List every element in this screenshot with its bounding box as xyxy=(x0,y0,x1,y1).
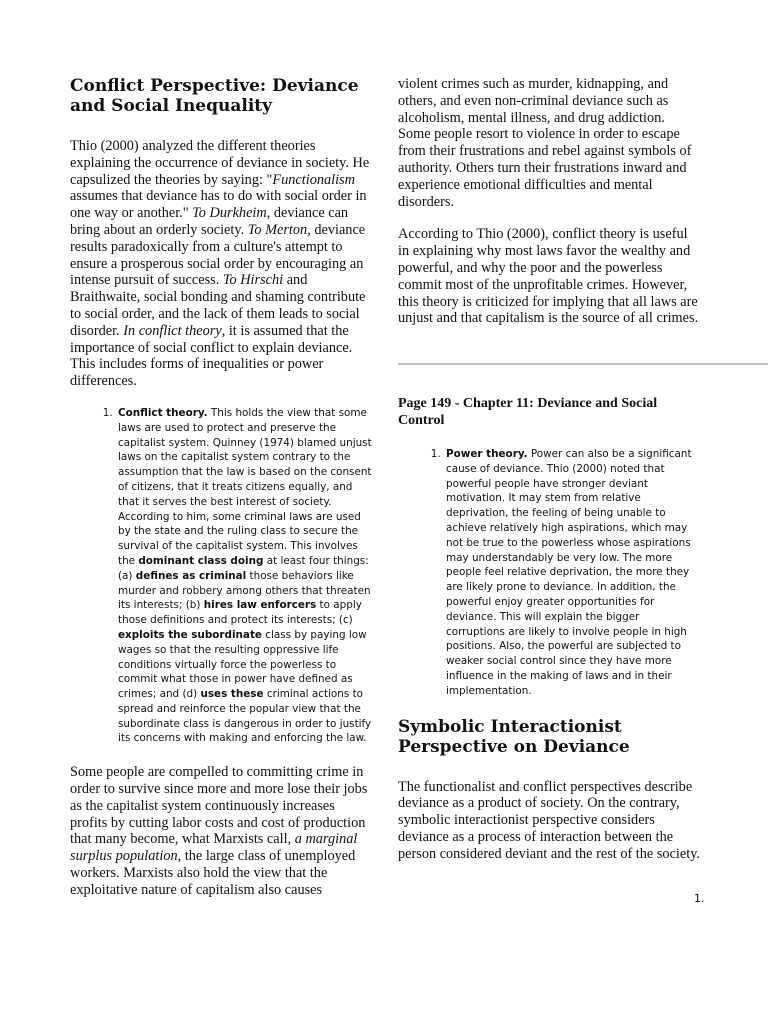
list-text: criminal actions to spread and reinforce the popular view that the subordinate class is dangerous in order to justify its concerns with making and enforcing the law. xyxy=(118,688,372,745)
page-divider xyxy=(398,363,768,365)
section-heading-symbolic: Symbolic Interactionist Perspective on Deviance xyxy=(398,716,630,757)
list-text: class by paying low wages so that the resulting oppressive life conditions virtually force the powerless to commit what those in power have defined as crimes; and (d) xyxy=(118,628,367,701)
list-text: to apply those definitions and protect its interests; (c) xyxy=(118,599,362,627)
intro-italic: To Hirschi xyxy=(222,272,284,289)
list-bold: exploits the subordinate xyxy=(118,628,262,641)
right-column-lower xyxy=(398,395,700,879)
list-bold: Power theory. xyxy=(446,448,528,460)
list-text: at least four things: (a) xyxy=(118,554,369,582)
list-item-conflict-theory xyxy=(116,406,372,746)
symbolic-paragraph: The functionalist and conflict perspectives describe deviance as a product of society. On the contrary, symbolic interactionist perspective considers deviance as a process of interaction between the person considered deviant and the rest of the society. xyxy=(398,778,700,862)
list-text: This holds the view that some laws are used to protect and preserve the capitalist system. Quinney (1974) blamed unjust laws on the capitalist system contrary to the assumption that the law is based on the consent of citizens, that it treats citizens equally, and that it serves the best interest of society. According to him, some criminal laws are used by the state and the ruling class to secure the survival of the capitalist system. This involves the xyxy=(118,406,372,567)
list-item-power-theory xyxy=(444,447,700,699)
intro-italic: To Durkheim xyxy=(192,205,267,222)
right-column xyxy=(398,76,700,343)
conflict-theory-list xyxy=(70,406,372,746)
intro-text: assumes that deviance has to do with social order in one way or another." xyxy=(70,188,367,222)
intro-text: , it is assumed that the importance of social conflict to explain deviance. This includes forms of inequalities or power differences. xyxy=(70,322,353,390)
intro-text: , deviance results paradoxically from a culture's attempt to ensure a prosperous social order by encouraging an intense pursuit of success. xyxy=(70,221,366,289)
list-bold: defines as criminal xyxy=(135,569,247,582)
page-chapter-heading: Page 149 - Chapter 11: Deviance and Social Control xyxy=(398,396,658,428)
power-theory-list xyxy=(398,447,700,699)
intro-italic: In conflict theory xyxy=(123,322,222,339)
list-text: Power can also be a significant cause of deviance. Thio (2000) noted that powerful people have stronger deviant motivation. It may stem from relative deprivation, the feeling of being unable to achieve relatively high aspirations, which may not be true to the powerless whose aspirations may understandably be very low. The more people feel relative deprivation, the more they are likely prone to deviance. In addition, the powerful enjoy greater opportunities for deviance. This will explain the bigger corruptions are likely to involve people in high positions. Also, the powerful are subjected to weaker social control since they have more influence in the making of laws and in their implementation. xyxy=(446,448,692,697)
intro-text: , deviance can bring about an orderly society. xyxy=(70,205,349,238)
violence-paragraph: violent crimes such as murder, kidnapping, and others, and even non-criminal deviance such as alcoholism, mental illness, and drug addiction. Some people resort to violence in order to escape from their frustrations and rebel against symbols of authority. Others turn their frustrations inward and experience emotional difficulties and mental disorders. xyxy=(398,76,692,210)
thio-paragraph: According to Thio (2000), conflict theory is useful in explaining why most laws favor the wealthy and powerful, and why the poor and the powerless commit most of the unprofitable crimes. However, this theory is criticized for implying that all laws are unjust and that capitalism is the source of all crimes. xyxy=(398,226,699,327)
intro-text: Thio (2000) analyzed the different theories explaining the occurrence of deviance in society. He capsulized the theories by saying: " xyxy=(70,138,370,188)
page-number: 1. xyxy=(694,892,705,905)
list-bold: Conflict theory. xyxy=(118,406,208,419)
left-column xyxy=(70,76,372,915)
closing-italic: a marginal surplus population xyxy=(70,831,358,865)
closing-text: Some people are compelled to committing crime in order to survive since more and more lose their jobs as the capitalist system continuously increases profits by cutting labor costs and cost of production that many become, what Marxists call, xyxy=(70,764,368,848)
list-bold: uses these xyxy=(200,688,264,701)
intro-paragraph xyxy=(70,138,372,390)
intro-text: and Braithwaite, social bonding and shaming contribute to social order, and the lack of them leads to social disorder. xyxy=(70,272,366,339)
intro-italic: To Merton xyxy=(247,221,308,238)
list-text: those behaviors like murder and robbery among others that threaten its interests; (b) xyxy=(118,569,371,612)
list-bold: dominant class doing xyxy=(138,554,264,567)
closing-paragraph xyxy=(70,764,372,898)
list-bold: hires law enforcers xyxy=(203,599,317,612)
section-heading-conflict: Conflict Perspective: Deviance and Social Inequality xyxy=(70,76,359,116)
closing-text: , the large class of unemployed workers. Marxists also hold the view that the exploitative nature of capitalism also causes xyxy=(70,848,356,898)
intro-italic: Functionalism xyxy=(272,171,355,188)
